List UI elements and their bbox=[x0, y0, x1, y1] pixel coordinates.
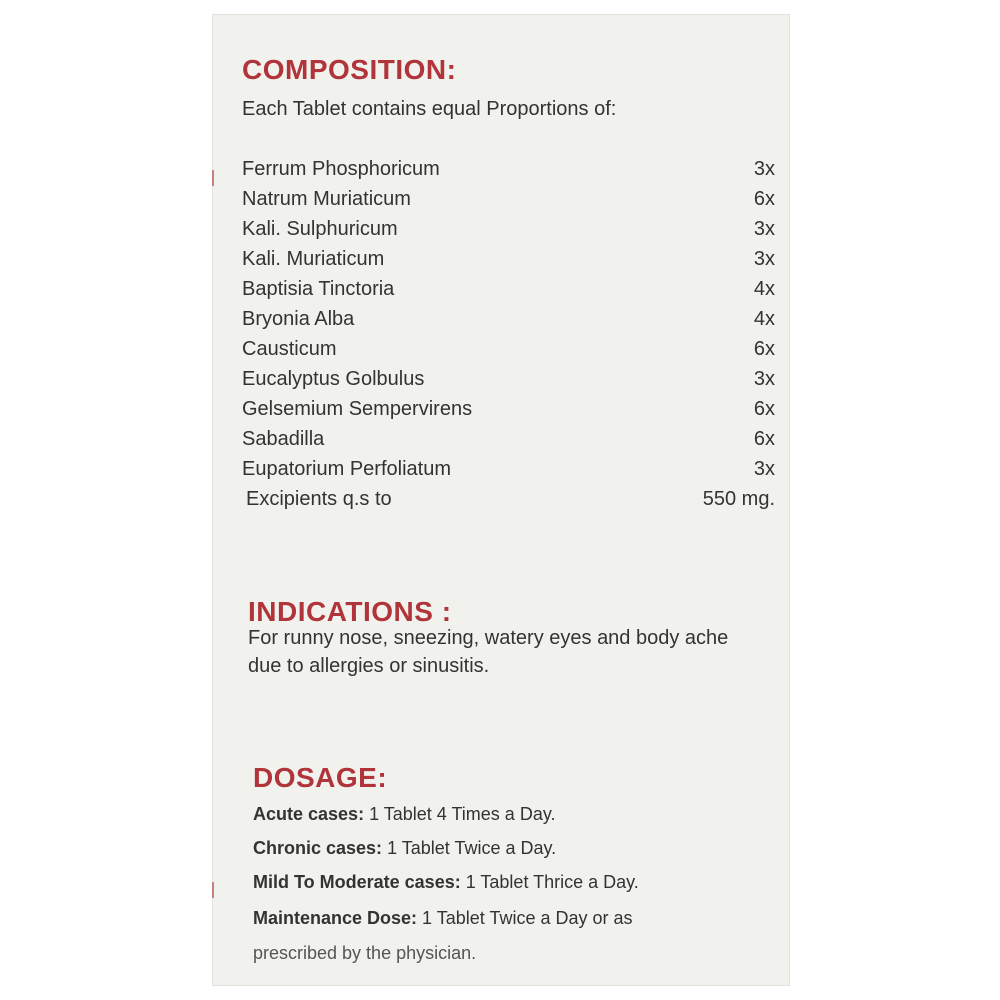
ingredient-name: Causticum bbox=[242, 338, 337, 360]
dosage-item-text: 1 Tablet Twice a Day or as bbox=[417, 908, 633, 928]
ingredient-potency: 6x bbox=[753, 398, 775, 420]
ingredient-potency: 6x bbox=[753, 188, 775, 210]
ingredient-row bbox=[242, 368, 775, 396]
ingredient-potency: 4x bbox=[753, 308, 775, 330]
ingredient-row bbox=[242, 248, 775, 276]
ingredient-potency: 550 mg. bbox=[702, 488, 775, 510]
ingredient-row bbox=[242, 188, 775, 216]
ingredient-name: Excipients q.s to bbox=[246, 488, 392, 510]
ingredient-potency: 6x bbox=[753, 338, 775, 360]
ingredient-potency: 3x bbox=[753, 458, 775, 480]
ingredient-name: Ferrum Phosphoricum bbox=[242, 158, 440, 180]
ingredient-row bbox=[242, 158, 775, 186]
dosage-continuation: prescribed by the physician. bbox=[253, 943, 477, 963]
ingredient-row bbox=[242, 308, 775, 336]
ingredient-potency: 3x bbox=[753, 248, 775, 270]
edge-mark bbox=[212, 882, 214, 898]
dosage-item bbox=[253, 872, 639, 893]
ingredient-name: Kali. Muriaticum bbox=[242, 248, 385, 270]
dosage-item bbox=[253, 804, 556, 825]
dosage-item-text: 1 Tablet Twice a Day. bbox=[382, 838, 557, 858]
indications-text-line: due to allergies or sinusitis. bbox=[248, 655, 490, 677]
indications-text-line: For runny nose, sneezing, watery eyes and body ache bbox=[248, 627, 729, 649]
ingredient-name: Baptisia Tinctoria bbox=[242, 278, 395, 300]
ingredient-potency: 3x bbox=[753, 368, 775, 390]
ingredient-row bbox=[242, 338, 775, 366]
dosage-item bbox=[253, 838, 556, 859]
ingredient-name: Natrum Muriaticum bbox=[242, 188, 411, 210]
dosage-item-label: Chronic cases: bbox=[253, 838, 383, 858]
dosage-item-label: Maintenance Dose: bbox=[253, 908, 418, 928]
ingredient-name: Gelsemium Sempervirens bbox=[242, 398, 473, 420]
dosage-item-label: Mild To Moderate cases: bbox=[253, 872, 461, 892]
composition-heading: COMPOSITION: bbox=[242, 54, 457, 85]
ingredient-name: Eucalyptus Golbulus bbox=[242, 368, 425, 390]
dosage-item-text: 1 Tablet Thrice a Day. bbox=[460, 872, 639, 892]
ingredient-potency: 3x bbox=[753, 218, 775, 240]
dosage-item bbox=[253, 908, 633, 929]
ingredient-row bbox=[242, 428, 775, 456]
dosage-item-text: 1 Tablet 4 Times a Day. bbox=[364, 804, 556, 824]
ingredient-row bbox=[242, 218, 775, 246]
dosage-heading: DOSAGE: bbox=[253, 762, 388, 793]
ingredient-name: Kali. Sulphuricum bbox=[242, 218, 398, 240]
ingredient-name: Sabadilla bbox=[242, 428, 325, 450]
ingredient-name: Eupatorium Perfoliatum bbox=[242, 458, 451, 480]
ingredient-row bbox=[246, 488, 775, 516]
ingredient-row bbox=[242, 398, 775, 426]
ingredient-row bbox=[242, 278, 775, 306]
ingredient-row bbox=[242, 458, 775, 486]
ingredient-potency: 4x bbox=[753, 278, 775, 300]
ingredient-potency: 6x bbox=[753, 428, 775, 450]
ingredient-potency: 3x bbox=[753, 158, 775, 180]
label-panel bbox=[212, 14, 790, 986]
dosage-item-label: Acute cases: bbox=[253, 804, 365, 824]
indications-heading: INDICATIONS : bbox=[248, 596, 452, 627]
ingredient-name: Bryonia Alba bbox=[242, 308, 355, 330]
edge-mark bbox=[212, 170, 214, 186]
composition-intro: Each Tablet contains equal Proportions of: bbox=[242, 98, 617, 120]
